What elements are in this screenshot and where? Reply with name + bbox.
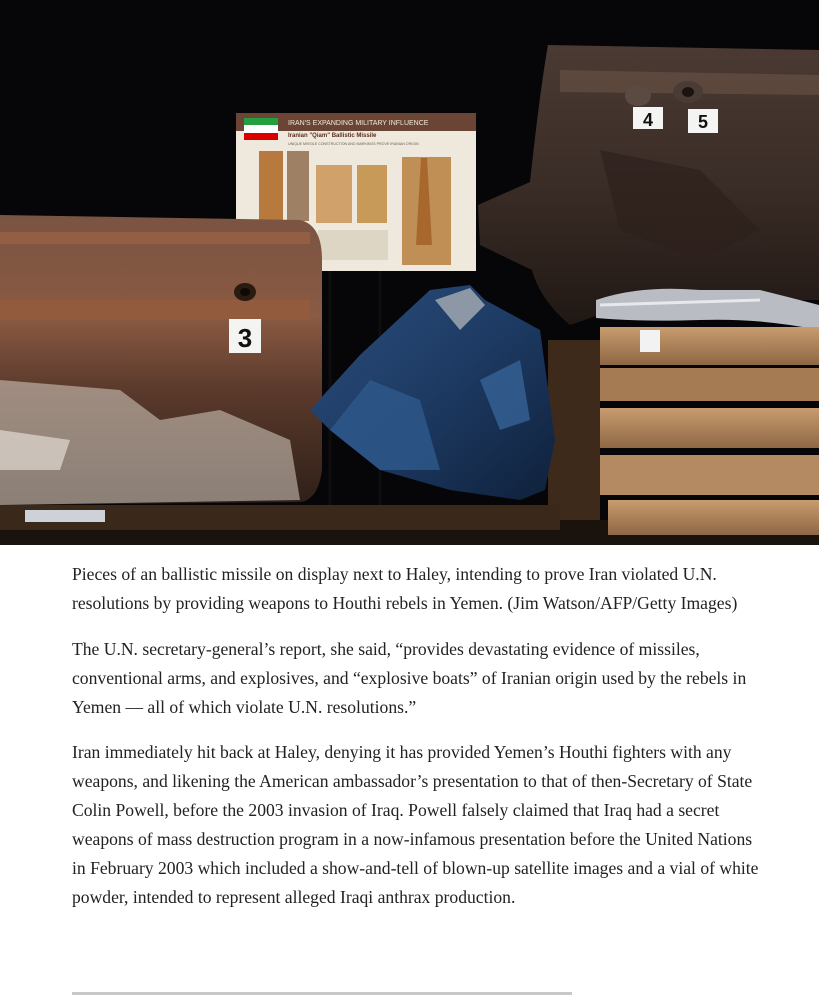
article-paragraph: Iran immediately hit back at Haley, denying it has provided Yemen’s Houthi fighters with any weapons, and likening the American ambassador’s presentation to that of then-Secretary of State Colin Powell, before the 2003 invasion of Iraq. Powell falsely claimed that Iraq had a secret weapons of mass destruction program in a now-infamous presentation before the United Nations in February 2003 which included a show-and-tell of blown-up satellite images and a vial of white powder, intended to represent alleged Iraqi anthrax production. (72, 742, 759, 907)
marker-5: 5 (697, 112, 709, 132)
marker-3: 3 (237, 323, 253, 353)
marker-4: 4 (642, 110, 654, 130)
board-subtitle-secondary: UNIQUE MISSILE CONSTRUCTION AND MARKINGS PROVE IRANIAN ORIGIN (288, 142, 419, 146)
article-paragraph: The U.N. secretary-general’s report, she said, “provides devastating evidence of missiles, conventional arms, and explosives, and “explosive boats” of Iranian origin used by the rebels in Yemen — all of which violate U.N. resolutions.” (72, 639, 747, 717)
missile-section-3 (0, 215, 322, 505)
board-subtitle: Iranian "Qiam" Ballistic Missile (288, 133, 377, 139)
photo-caption: Pieces of an ballistic missile on display next to Haley, intending to prove Iran violated U.N. resolutions by providing weapons to Houthi rebels in Yemen. (Jim Watson/AFP/Getty Images) (72, 564, 738, 613)
article-body (72, 560, 762, 928)
board-title: IRAN'S EXPANDING MILITARY INFLUENCE (288, 120, 429, 127)
